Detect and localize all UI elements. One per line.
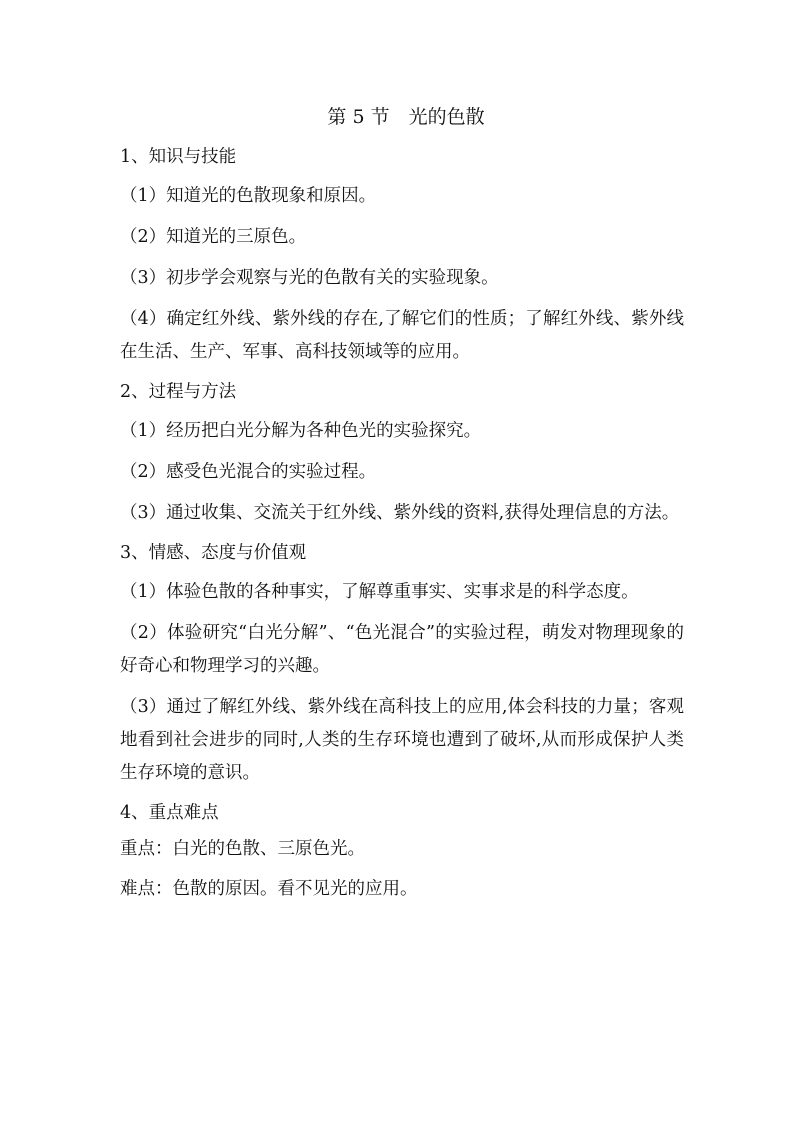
section-heading: 1、知识与技能 [120,147,237,167]
section-process-methods [120,379,684,530]
section-key-difficult-points [120,800,684,902]
list-item: （2）知道光的三原色。 [120,227,307,247]
key-point: 重点：白光的色散、三原色光。 [120,839,365,859]
list-item: （2）体验研究“白光分解”、“色光混合”的实验过程，萌发对物理现象的好奇心和物理学习的兴趣。 [120,623,684,676]
difficult-point: 难点：色散的原因。看不见光的应用。 [120,879,418,899]
section-emotion-values [120,540,684,790]
list-item: （1）经历把白光分解为各种色光的实验探究。 [120,421,482,441]
list-item: （1）体验色散的各种事实，了解尊重事实、实事求是的科学态度。 [120,582,639,602]
section-heading: 3、情感、态度与价值观 [120,543,307,563]
list-item: （3）初步学会观察与光的色散有关的实验现象。 [120,268,499,288]
list-item: （3）通过了解红外线、紫外线在高科技上的应用,体会科技的力量；客观地看到社会进步的同时,人类的生存环境也遭到了破坏,从而形成保护人类生存环境的意识。 [120,697,684,783]
list-item: （1）知道光的色散现象和原因。 [120,186,377,206]
section-heading: 2、过程与方法 [120,382,237,402]
section-heading: 4、重点难点 [120,803,219,823]
section-knowledge-skills [120,144,684,369]
document-title: 第 5 节 光的色散 [327,106,485,128]
list-item: （2）感受色光混合的实验过程。 [120,462,377,482]
list-item: （3）通过收集、交流关于红外线、紫外线的资料,获得处理信息的方法。 [120,503,680,523]
list-item: （4）确定红外线、紫外线的存在,了解它们的性质；了解红外线、紫外线在生活、生产、军事、高科技领域等的应用。 [120,309,684,362]
